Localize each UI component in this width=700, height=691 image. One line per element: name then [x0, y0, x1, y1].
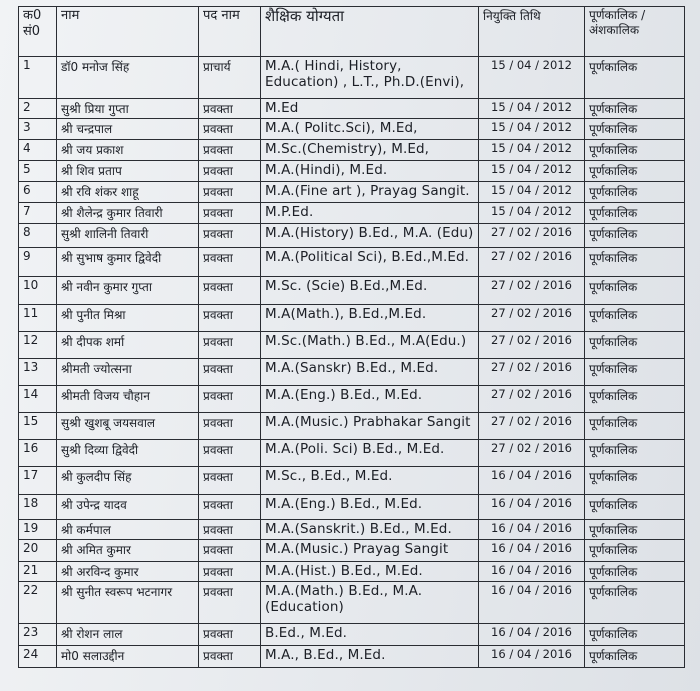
header-row — [19, 7, 685, 57]
appointment-date-cell: 27 / 02 / 2016 — [479, 248, 585, 277]
employment-type-cell: पूर्णकालिक — [585, 99, 685, 119]
post-cell: प्रवक्ता — [199, 332, 261, 359]
appointment-date-cell: 16 / 04 / 2016 — [479, 467, 585, 495]
qualification-cell: M.Sc.(Math.) B.Ed., M.A(Edu.) — [261, 332, 479, 359]
appointment-date-cell: 27 / 02 / 2016 — [479, 440, 585, 467]
post-cell: प्रवक्ता — [199, 440, 261, 467]
serial-number-cell: 11 — [19, 305, 57, 332]
table-row — [19, 467, 685, 495]
employment-type-cell: पूर्णकालिक — [585, 161, 685, 182]
post-cell: प्रवक्ता — [199, 495, 261, 520]
name-cell: मो0 सलाउद्दीन — [57, 646, 199, 668]
appointment-date-cell: 15 / 04 / 2012 — [479, 203, 585, 224]
table-row — [19, 140, 685, 161]
employment-type-cell: पूर्णकालिक — [585, 248, 685, 277]
table-row — [19, 386, 685, 413]
header-employment-type: पूर्णकालिक / अंशकालिक — [585, 7, 685, 57]
post-cell: प्रवक्ता — [199, 277, 261, 305]
header-name: नाम — [57, 7, 199, 57]
table-row — [19, 277, 685, 305]
appointment-date-cell: 16 / 04 / 2016 — [479, 582, 585, 624]
qualification-cell: M.A.( Politc.Sci), M.Ed, — [261, 119, 479, 140]
name-cell: श्री अमित कुमार — [57, 540, 199, 562]
table-row — [19, 440, 685, 467]
serial-number-cell: 15 — [19, 413, 57, 440]
serial-number-cell: 10 — [19, 277, 57, 305]
serial-number-cell: 13 — [19, 359, 57, 386]
table-row — [19, 520, 685, 540]
name-cell: सुश्री प्रिया गुप्ता — [57, 99, 199, 119]
employment-type-cell: पूर्णकालिक — [585, 119, 685, 140]
appointment-date-cell: 27 / 02 / 2016 — [479, 386, 585, 413]
table-row — [19, 646, 685, 668]
name-cell: श्रीमती ज्योत्सना — [57, 359, 199, 386]
name-cell: श्री शैलेन्द्र कुमार तिवारी — [57, 203, 199, 224]
name-cell: डॉ0 मनोज सिंह — [57, 57, 199, 99]
table-row — [19, 224, 685, 248]
appointment-date-cell: 16 / 04 / 2016 — [479, 646, 585, 668]
table-row — [19, 332, 685, 359]
qualification-cell: M.A.(Fine art ), Prayag Sangit. — [261, 182, 479, 203]
appointment-date-cell: 27 / 02 / 2016 — [479, 305, 585, 332]
qualification-cell: M.A.(Poli. Sci) B.Ed., M.Ed. — [261, 440, 479, 467]
post-cell: प्रवक्ता — [199, 520, 261, 540]
appointment-date-cell: 16 / 04 / 2016 — [479, 520, 585, 540]
employment-type-cell: पूर्णकालिक — [585, 624, 685, 646]
qualification-cell: M.A.(Hist.) B.Ed., M.Ed. — [261, 562, 479, 582]
employment-type-cell: पूर्णकालिक — [585, 359, 685, 386]
table-row — [19, 582, 685, 624]
header-appointment-date: नियुक्ति तिथि — [479, 7, 585, 57]
appointment-date-cell: 15 / 04 / 2012 — [479, 57, 585, 99]
serial-number-cell: 24 — [19, 646, 57, 668]
name-cell: सुश्री शालिनी तिवारी — [57, 224, 199, 248]
serial-number-cell: 2 — [19, 99, 57, 119]
employment-type-cell: पूर्णकालिक — [585, 562, 685, 582]
table-row — [19, 57, 685, 99]
post-cell: प्रवक्ता — [199, 161, 261, 182]
name-cell: श्री चन्द्रपाल — [57, 119, 199, 140]
table-row — [19, 624, 685, 646]
qualification-cell: M.A.(Hindi), M.Ed. — [261, 161, 479, 182]
employment-type-cell: पूर्णकालिक — [585, 582, 685, 624]
table-body — [19, 57, 685, 668]
name-cell: श्री अरविन्द कुमार — [57, 562, 199, 582]
qualification-cell: M.Ed — [261, 99, 479, 119]
appointment-date-cell: 16 / 04 / 2016 — [479, 562, 585, 582]
appointment-date-cell: 15 / 04 / 2012 — [479, 119, 585, 140]
employment-type-cell: पूर्णकालिक — [585, 57, 685, 99]
qualification-cell: M.A.(Sanskrit.) B.Ed., M.Ed. — [261, 520, 479, 540]
name-cell: श्री जय प्रकाश — [57, 140, 199, 161]
qualification-cell: M.A., B.Ed., M.Ed. — [261, 646, 479, 668]
post-cell: प्रवक्ता — [199, 386, 261, 413]
qualification-cell: M.Sc. (Scie) B.Ed.,M.Ed. — [261, 277, 479, 305]
qualification-cell: M.A.(Eng.) B.Ed., M.Ed. — [261, 495, 479, 520]
appointment-date-cell: 27 / 02 / 2016 — [479, 332, 585, 359]
employment-type-cell: पूर्णकालिक — [585, 495, 685, 520]
employment-type-cell: पूर्णकालिक — [585, 224, 685, 248]
qualification-cell: M.A.(Eng.) B.Ed., M.Ed. — [261, 386, 479, 413]
employment-type-cell: पूर्णकालिक — [585, 467, 685, 495]
appointment-date-cell: 15 / 04 / 2012 — [479, 182, 585, 203]
name-cell: श्री सुनीत स्वरूप भटनागर — [57, 582, 199, 624]
employment-type-cell: पूर्णकालिक — [585, 440, 685, 467]
name-cell: श्री दीपक शर्मा — [57, 332, 199, 359]
table-row — [19, 203, 685, 224]
qualification-cell: M.P.Ed. — [261, 203, 479, 224]
appointment-date-cell: 27 / 02 / 2016 — [479, 224, 585, 248]
name-cell: श्रीमती विजय चौहान — [57, 386, 199, 413]
serial-number-cell: 20 — [19, 540, 57, 562]
serial-number-cell: 21 — [19, 562, 57, 582]
header-serial-number: क0 सं0 — [19, 7, 57, 57]
name-cell: श्री पुनीत मिश्रा — [57, 305, 199, 332]
appointment-date-cell: 15 / 04 / 2012 — [479, 161, 585, 182]
serial-number-cell: 1 — [19, 57, 57, 99]
name-cell: श्री कर्मपाल — [57, 520, 199, 540]
appointment-date-cell: 27 / 02 / 2016 — [479, 413, 585, 440]
table-row — [19, 540, 685, 562]
table-row — [19, 161, 685, 182]
name-cell: श्री नवीन कुमार गुप्ता — [57, 277, 199, 305]
table-row — [19, 119, 685, 140]
post-cell: प्रवक्ता — [199, 562, 261, 582]
employment-type-cell: पूर्णकालिक — [585, 203, 685, 224]
qualification-cell: M.A(Math.), B.Ed.,M.Ed. — [261, 305, 479, 332]
employment-type-cell: पूर्णकालिक — [585, 182, 685, 203]
table-row — [19, 305, 685, 332]
name-cell: सुश्री खुशबू जयसवाल — [57, 413, 199, 440]
serial-number-cell: 18 — [19, 495, 57, 520]
name-cell: श्री शिव प्रताप — [57, 161, 199, 182]
name-cell: सुश्री दिव्या द्विवेदी — [57, 440, 199, 467]
name-cell: श्री रोशन लाल — [57, 624, 199, 646]
table-row — [19, 562, 685, 582]
staff-table — [18, 6, 685, 668]
table-row — [19, 413, 685, 440]
serial-number-cell: 3 — [19, 119, 57, 140]
serial-number-cell: 6 — [19, 182, 57, 203]
serial-number-cell: 7 — [19, 203, 57, 224]
post-cell: प्रवक्ता — [199, 203, 261, 224]
qualification-cell: M.A.(Math.) B.Ed., M.A. (Education) — [261, 582, 479, 624]
table-row — [19, 182, 685, 203]
employment-type-cell: पूर्णकालिक — [585, 386, 685, 413]
name-cell: श्री रवि शंकर शाहू — [57, 182, 199, 203]
name-cell: श्री सुभाष कुमार द्विवेदी — [57, 248, 199, 277]
appointment-date-cell: 16 / 04 / 2016 — [479, 540, 585, 562]
header-qualification: शैक्षिक योग्यता — [261, 7, 479, 57]
qualification-cell: M.A.(Sanskr) B.Ed., M.Ed. — [261, 359, 479, 386]
serial-number-cell: 17 — [19, 467, 57, 495]
post-cell: प्राचार्य — [199, 57, 261, 99]
serial-number-cell: 8 — [19, 224, 57, 248]
post-cell: प्रवक्ता — [199, 140, 261, 161]
table-row — [19, 359, 685, 386]
post-cell: प्रवक्ता — [199, 467, 261, 495]
serial-number-cell: 4 — [19, 140, 57, 161]
serial-number-cell: 19 — [19, 520, 57, 540]
post-cell: प्रवक्ता — [199, 582, 261, 624]
appointment-date-cell: 15 / 04 / 2012 — [479, 99, 585, 119]
qualification-cell: M.A.( Hindi, History, Education) , L.T., Ph.D.(Envi), — [261, 57, 479, 99]
qualification-cell: M.A.(Music.) Prayag Sangit — [261, 540, 479, 562]
name-cell: श्री कुलदीप सिंह — [57, 467, 199, 495]
post-cell: प्रवक्ता — [199, 224, 261, 248]
header-post: पद नाम — [199, 7, 261, 57]
qualification-cell: M.A.(Political Sci), B.Ed.,M.Ed. — [261, 248, 479, 277]
post-cell: प्रवक्ता — [199, 99, 261, 119]
serial-number-cell: 5 — [19, 161, 57, 182]
appointment-date-cell: 27 / 02 / 2016 — [479, 359, 585, 386]
post-cell: प्रवक्ता — [199, 413, 261, 440]
table-row — [19, 495, 685, 520]
employment-type-cell: पूर्णकालिक — [585, 332, 685, 359]
employment-type-cell: पूर्णकालिक — [585, 540, 685, 562]
serial-number-cell: 14 — [19, 386, 57, 413]
name-cell: श्री उपेन्द्र यादव — [57, 495, 199, 520]
appointment-date-cell: 27 / 02 / 2016 — [479, 277, 585, 305]
serial-number-cell: 12 — [19, 332, 57, 359]
post-cell: प्रवक्ता — [199, 646, 261, 668]
employment-type-cell: पूर्णकालिक — [585, 277, 685, 305]
qualification-cell: M.Sc., B.Ed., M.Ed. — [261, 467, 479, 495]
employment-type-cell: पूर्णकालिक — [585, 520, 685, 540]
employment-type-cell: पूर्णकालिक — [585, 413, 685, 440]
qualification-cell: M.A.(Music.) Prabhakar Sangit — [261, 413, 479, 440]
serial-number-cell: 23 — [19, 624, 57, 646]
post-cell: प्रवक्ता — [199, 119, 261, 140]
employment-type-cell: पूर्णकालिक — [585, 305, 685, 332]
qualification-cell: M.Sc.(Chemistry), M.Ed, — [261, 140, 479, 161]
serial-number-cell: 22 — [19, 582, 57, 624]
post-cell: प्रवक्ता — [199, 248, 261, 277]
employment-type-cell: पूर्णकालिक — [585, 140, 685, 161]
post-cell: प्रवक्ता — [199, 182, 261, 203]
post-cell: प्रवक्ता — [199, 305, 261, 332]
qualification-cell: B.Ed., M.Ed. — [261, 624, 479, 646]
qualification-cell: M.A.(History) B.Ed., M.A. (Edu) — [261, 224, 479, 248]
post-cell: प्रवक्ता — [199, 624, 261, 646]
post-cell: प्रवक्ता — [199, 359, 261, 386]
appointment-date-cell: 16 / 04 / 2016 — [479, 624, 585, 646]
employment-type-cell: पूर्णकालिक — [585, 646, 685, 668]
table-row — [19, 99, 685, 119]
appointment-date-cell: 15 / 04 / 2012 — [479, 140, 585, 161]
serial-number-cell: 9 — [19, 248, 57, 277]
appointment-date-cell: 16 / 04 / 2016 — [479, 495, 585, 520]
serial-number-cell: 16 — [19, 440, 57, 467]
post-cell: प्रवक्ता — [199, 540, 261, 562]
table-row — [19, 248, 685, 277]
